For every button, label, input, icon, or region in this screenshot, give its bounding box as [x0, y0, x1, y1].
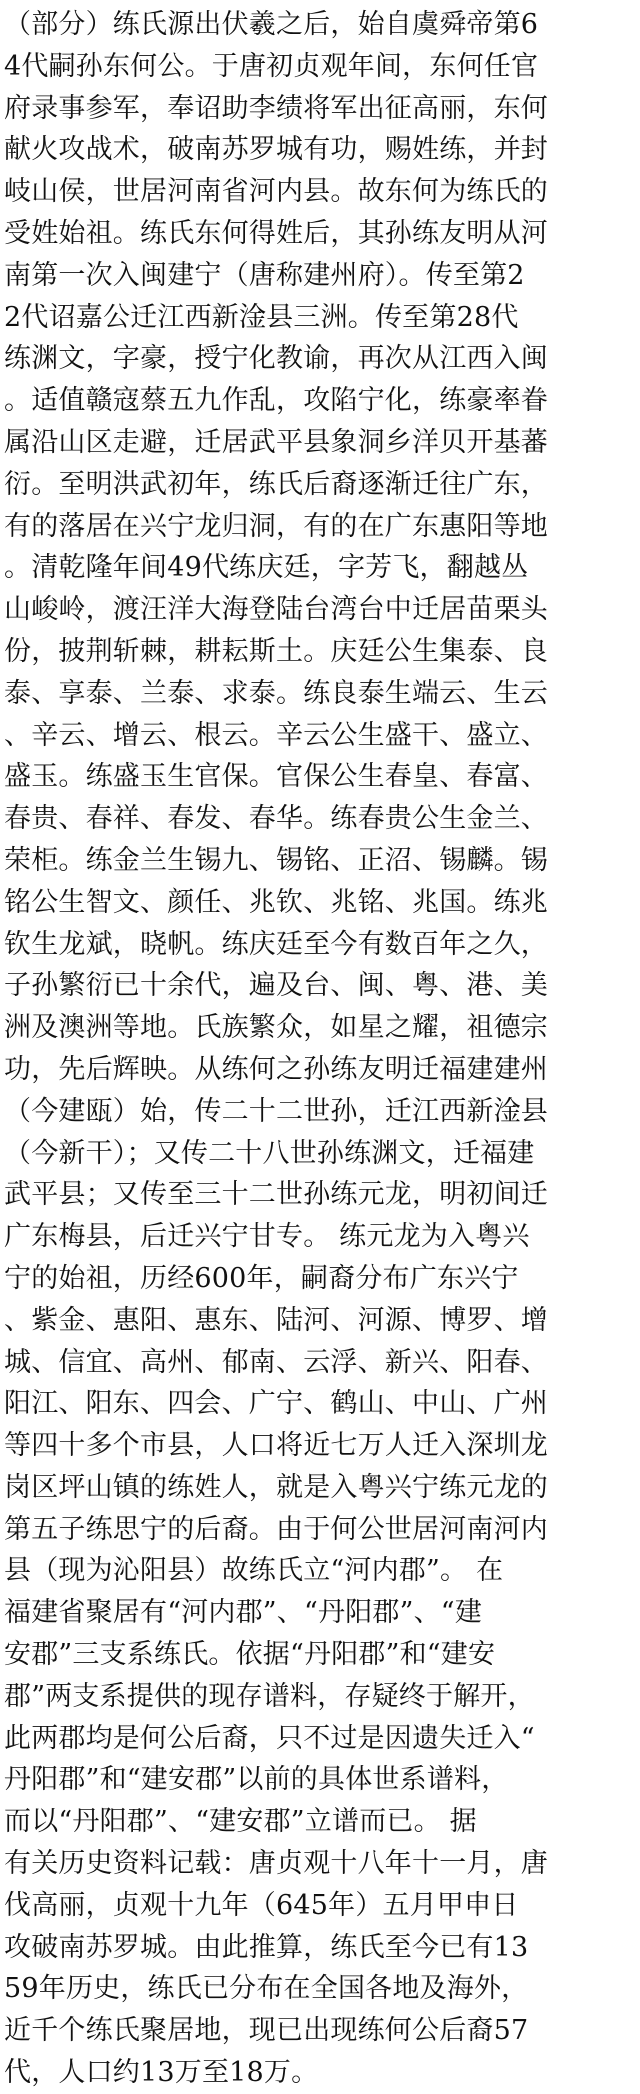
text-line: 郡”两支系提供的现存谱料，存疑终于解开，: [4, 1680, 535, 1712]
text-line: 献火攻战术，破南苏罗城有功，赐姓练，并封: [4, 134, 548, 166]
text-line: 功，先后辉映。从练何之孙练友明迁福建建州: [4, 1053, 548, 1085]
text-line: 等四十多个市县，人口将近七万人迁入深圳龙: [4, 1430, 548, 1462]
text-line: 县（现为沁阳县）故练氏立“河内郡”。 在: [4, 1555, 504, 1587]
text-line: 岐山侯，世居河南省河内县。故东何为练氏的: [4, 176, 548, 208]
text-line: 此两郡均是何公后裔，只不过是因遗失迁入“: [4, 1722, 535, 1754]
text-line: 份，披荆斩棘，耕耘斯土。庆廷公生集泰、良: [4, 635, 548, 667]
text-line: 洲及澳洲等地。氏族繁众，如星之耀，祖德宗: [4, 1012, 548, 1044]
text-line: 盛玉。练盛玉生官保。官保公生春皇、春富、: [4, 761, 548, 793]
text-line: 宁的始祖，历经600年，嗣裔分布广东兴宁: [4, 1262, 519, 1294]
text-line: 府录事参军，奉诏助李绩将军出征高丽，东何: [4, 92, 548, 124]
text-line: 伐高丽，贞观十九年（645年）五月甲申日: [4, 1889, 519, 1921]
text-line: 阳江、阳东、四会、广宁、鹤山、中山、广州: [4, 1388, 548, 1420]
document-body: [4, 4, 636, 2089]
text-line: 、辛云、增云、根云。辛云公生盛干、盛立、: [4, 719, 548, 751]
text-line: 春贵、春祥、春发、春华。练春贵公生金兰、: [4, 803, 548, 835]
text-line: 泰、享泰、兰泰、求泰。练良泰生端云、生云: [4, 677, 548, 709]
text-line: 代，人口约13万至18万。: [4, 2057, 319, 2089]
text-line: （今建瓯）始，传二十二世孙，迁江西新淦县: [4, 1095, 548, 1127]
text-line: 、紫金、惠阳、惠东、陆河、河源、博罗、增: [4, 1304, 548, 1336]
text-line: 第五子练思宁的后裔。由于何公世居河南河内: [4, 1513, 548, 1545]
text-line: 属沿山区走避，迁居武平县象洞乡洋贝开基蕃: [4, 426, 548, 458]
text-line: 南第一次入闽建宁（唐称建州府）。传至第2: [4, 259, 525, 291]
text-line: （部分）练氏源出伏羲之后，始自虞舜帝第6: [4, 9, 539, 40]
text-line: 福建省聚居有“河内郡”、“丹阳郡”、“建: [4, 1597, 483, 1629]
text-line: 城、信宜、高州、郁南、云浮、新兴、阳春、: [4, 1346, 548, 1378]
text-line: 岗区坪山镇的练姓人，就是入粤兴宁练元龙的: [4, 1471, 548, 1503]
text-line: 子孙繁衍已十余代，遍及台、闽、粤、港、美: [4, 970, 548, 1002]
text-line: 荣柜。练金兰生锡九、锡铭、正沼、锡麟。锡: [4, 844, 548, 876]
text-line: 练渊文，字豪，授宁化教谕，再次从江西入闽: [4, 343, 548, 375]
text-line: 近千个练氏聚居地，现已出现练何公后裔57: [4, 2015, 529, 2047]
text-line: 而以“丹阳郡”、“建安郡”立谱而已。 据: [4, 1806, 477, 1838]
text-line: 安郡”三支系练氏。依据“丹阳郡”和“建安: [4, 1639, 496, 1671]
text-line: 59年历史，练氏已分布在全国各地及海外，: [4, 1973, 529, 2005]
text-line: 武平县；又传至三十二世孙练元龙，明初间迁: [4, 1179, 548, 1211]
text-line: 。适值赣寇蔡五九作乱，攻陷宁化，练豪率眷: [4, 385, 548, 417]
text-line: 2代诏嘉公迁江西新淦县三洲。传至第28代: [4, 301, 519, 333]
text-line: 丹阳郡”和“建安郡”以前的具体世系谱料，: [4, 1764, 509, 1796]
text-line: 有的落居在兴宁龙归洞，有的在广东惠阳等地: [4, 510, 548, 542]
text-line: 钦生龙斌，晓帆。练庆廷至今有数百年之久，: [4, 928, 548, 960]
text-line: 山峻岭，渡汪洋大海登陆台湾台中迁居苗栗头: [4, 594, 548, 626]
text-line: 有关历史资料记载：唐贞观十八年十一月，唐: [4, 1848, 548, 1880]
text-line: 衍。至明洪武初年，练氏后裔逐渐迁往广东，: [4, 468, 548, 500]
text-line: （今新干）；又传二十八世孙练渊文，迁福建: [4, 1137, 535, 1169]
text-line: 4代嗣孙东何公。于唐初贞观年间，东何任官: [4, 50, 539, 82]
text-line: 受姓始祖。练氏东何得姓后，其孙练友明从河: [4, 217, 548, 249]
text-line: 铭公生智文、颜任、兆钦、兆铭、兆国。练兆: [4, 886, 548, 918]
text-line: 。清乾隆年间49代练庆廷，字芳飞，翻越丛: [4, 552, 529, 584]
text-line: 广东梅县，后迁兴宁甘专。 练元龙为入粤兴: [4, 1221, 530, 1253]
text-line: 攻破南苏罗城。由此推算，练氏至今已有13: [4, 1931, 529, 1963]
